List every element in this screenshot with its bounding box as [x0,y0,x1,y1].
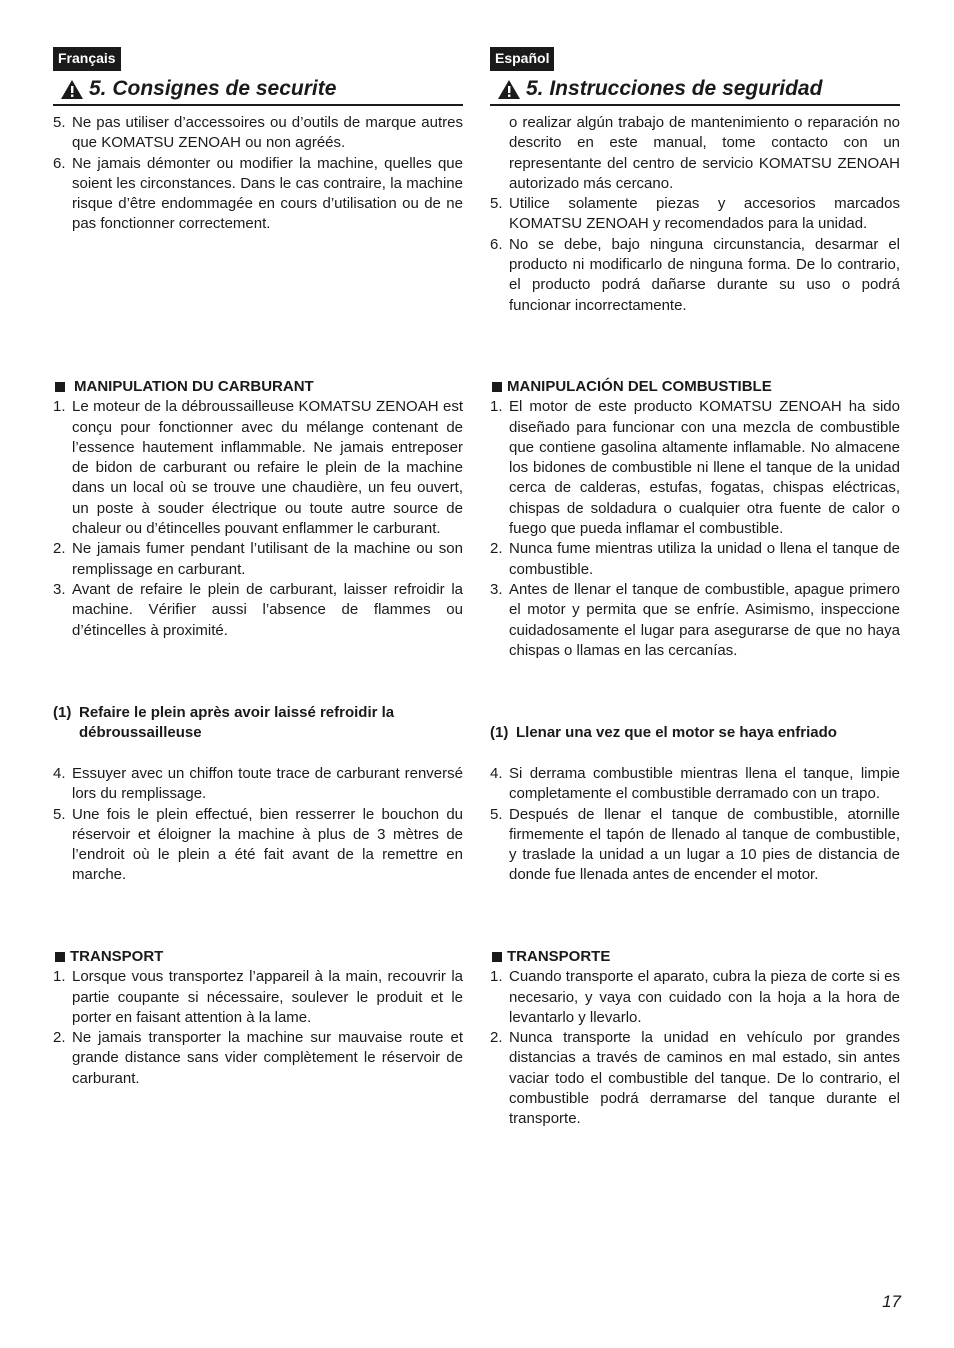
square-bullet-icon [492,952,502,962]
language-tag-spanish: Español [490,47,554,71]
fuel-heading: MANIPULATION DU CARBURANT [53,377,463,397]
square-bullet-icon [55,952,65,962]
transport-heading: TRANSPORTE [490,947,900,967]
list-item: 3. Antes de llenar el tanque de combustible, apague primero el motor y permita que se enfríe. Asimismo, inspeccione cuidadosamente el lugar para asegurarse de que no haya chispas o llamas en las cercanías. [490,580,900,659]
fuel-heading: MANIPULACIÓN DEL COMBUSTIBLE [490,377,900,397]
list-item: 1. El motor de este producto KOMATSU ZENOAH ha sido diseñado para funcionar con una mezcla de combustible que contiene gasolina altamente inflamable. No almacene los bidones de combustible ni llene el tanque de la unidad cerca de calderas, estufas, fogatas, chispas eléctricas, chispas de soldadura o cualquier otra fuente de calor o fuego que pueda inflamar el combustible. [490,398,900,538]
transport-heading: TRANSPORT [53,947,463,967]
list-item: 1. Lorsque vous transportez l’appareil à la main, recouvrir la partie coupante si nécessaire, soulever le produit et le porter en faisant attention à la lame. [53,968,463,1026]
language-tag-french: Français [53,47,121,71]
list-item: 1. Le moteur de la débroussailleuse KOMATSU ZENOAH est conçu pour fonctionner avec du mélange contenant de l’essence hautement inflammable. Ne jamais entreposer de bidon de carburant ou refaire le plein de la machine dans un local où se trouve une chaudière, un feu ouvert, un poste à souder électrique ou toute autre source de chaleur ou d’étincelles pouvant enflammer le carburant. [53,398,463,538]
transport-section [490,947,900,1130]
section-heading-french [53,74,463,106]
transport-section [53,947,463,1089]
fuel-subheading: (1) Refaire le plein après avoir laissé refroidir la débroussailleuse [53,704,395,742]
fuel-section [53,377,463,641]
list-item: 2. Nunca fume mientras utiliza la unidad o llena el tanque de combustible. [490,540,900,578]
warning-triangle-icon [497,79,521,100]
list-item: 4. Si derrama combustible mientras llena el tanque, limpie completamente el combustible derramado con un trapo. [490,765,900,803]
list-item-continuation: o realizar algún trabajo de mantenimiento o reparación no descrito en este manual, tome contacto con un representante del centro de servicio KOMATSU ZENOAH autorizado más cercano. [509,114,900,192]
square-bullet-icon [55,382,65,392]
fuel-list-continued [490,764,900,886]
page-title: 5. Instrucciones de seguridad [526,77,823,100]
list-item: 6. Ne jamais démonter ou modifier la machine, quelles que soient les circonstances. Dans le cas contraire, la machine risque d’être endommagée en cours d’utilisation ou de ne pas fonctionner correctement. [53,154,463,233]
list-item: 2. Nunca transporte la unidad en vehículo por grandes distancias a través de caminos en mal estado, sin antes vaciar todo el combustible del tanque. De lo contrario, el combustible podrá derramarse del tanque durante el transporte. [490,1029,900,1128]
list-item: 5. Después de llenar el tanque de combustible, atornille firmemente el tapón de llenado al tanque de combustible, y traslade la unidad a un lugar a 10 pies de distancia de donde fue llenada antes de encender el motor. [490,805,900,884]
fuel-subheading: (1) Llenar una vez que el motor se haya enfriado [490,724,837,741]
section-heading-spanish [490,74,900,106]
list-item: 3. Avant de refaire le plein de carburant, laisser refroidir la machine. Vérifier aussi l’absence de flammes ou d’étincelles à proximité. [53,580,463,639]
list-item: 6. No se debe, bajo ninguna circunstancia, desarmar el producto ni modificarlo de ninguna forma. De lo contrario, el producto podrá dañarse durante su uso o podrá funcionar incorrectamente. [490,235,900,314]
list-item: 5. Ne pas utiliser d’accessoires ou d’outils de marque autres que KOMATSU ZENOAH ou non agréés. [53,114,463,152]
list-item: 4. Essuyer avec un chiffon toute trace de carburant renversé lors du remplissage. [53,765,463,803]
list-item: 1. Cuando transporte el aparato, cubra la pieza de corte si es necesario, y vaya con cuidado con la hoja a la hora de levantarlo y llevarlo. [490,968,900,1026]
list-item: 2. Ne jamais fumer pendant l’utilisant de la machine ou son remplissage en carburant. [53,540,463,578]
square-bullet-icon [492,382,502,392]
list-item: 2. Ne jamais transporter la machine sur mauvaise route et grande distance sans vider complètement le réservoir de carburant. [53,1029,463,1087]
fuel-section [490,377,900,661]
page-title: 5. Consignes de securite [89,77,337,100]
list-item: 5. Utilice solamente piezas y accesorios marcados KOMATSU ZENOAH y recomendados para la unidad. [490,195,900,233]
list-item: 5. Une fois le plein effectué, bien resserrer le bouchon du réservoir et éloigner la machine à plus de 3 mètres de l’endroit où le plein a été fait avant de la remettre en marche. [53,805,463,884]
page-number: 17 [882,1292,901,1311]
warning-triangle-icon [60,79,84,100]
intro-list [53,113,463,235]
intro-list [490,113,900,316]
fuel-list-continued [53,764,463,886]
